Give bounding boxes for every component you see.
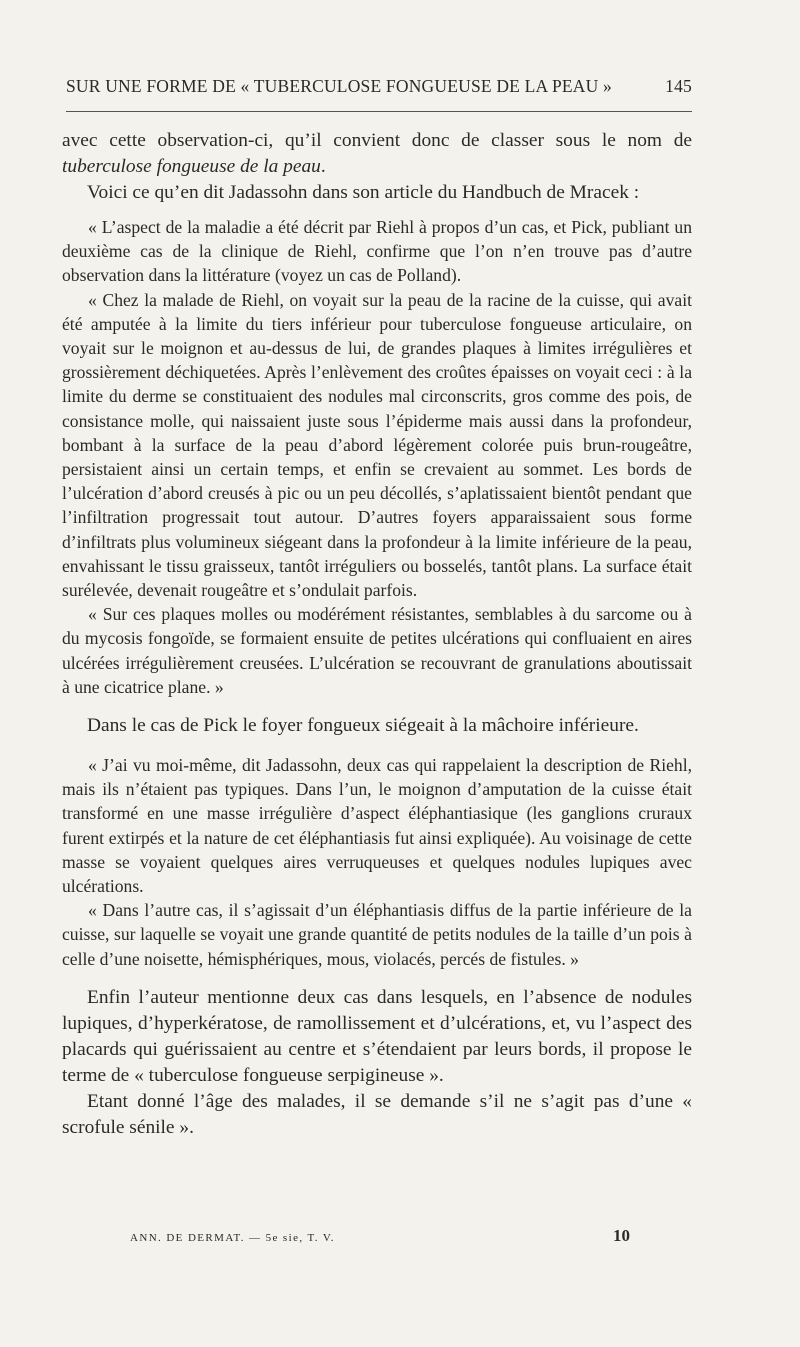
running-title: SUR UNE FORME DE « TUBERCULOSE FONGUEUSE DE LA PEAU » (66, 76, 613, 96)
paragraph: Enfin l’auteur mentionne deux cas dans lesquels, en l’absence de nodules lupiques, d’hyperkératose, de ramollissement et d’ulcérations, et, vu l’aspect des placards qui guérissaient au centre et s’étendaient par leurs bords, il propose le terme de « tuberculose fongueuse serpigineuse ». (62, 986, 692, 1086)
paragraph: Dans le cas de Pick le foyer fongueux siégeait à la mâchoire inférieure. (87, 715, 639, 737)
paragraph: Voici ce qu’en dit Jadassohn dans son article du Handbuch de Mracek : (87, 182, 640, 203)
signature-mark: ANN. DE DERMAT. — 5e sie, T. V. (130, 1232, 335, 1244)
sheet-number: 10 (613, 1226, 630, 1245)
running-header (66, 76, 692, 112)
quote-paragraph: « J’ai vu moi-même, dit Jadassohn, deux cas qui rappelaient la description de Riehl, mais ils n’étaient pas typiques. Dans l’un, le moignon d’amputation de la cuisse était transformé en une masse irrégulière d’aspect éléphantiasique (les ganglions cruraux furent extirpés et la nature de cet éléphantiasis fut ainsi expliquée). Au voisinage de cette masse se voyaient quelques aires verruqueuses et quelques nodules lupiques avec ulcérations. (62, 755, 692, 897)
body-text (62, 128, 692, 1141)
quote-paragraph: « L’aspect de la maladie a été décrit par Riehl à propos d’un cas, et Pick, publiant un deuxième cas de la clinique de Riehl, confirme que l’on n’en trouve pas d’autre observation dans la littérature (voyez un cas de Polland). (62, 217, 692, 286)
paragraph: Etant donné l’âge des malades, il se demande s’il ne s’agit pas d’une « scrofule sénile ». (62, 1090, 692, 1138)
page-footer (130, 1226, 630, 1246)
quote-paragraph: « Chez la malade de Riehl, on voyait sur la peau de la racine de la cuisse, qui avait été amputée à la limite du tiers inférieur pour tuberculose fongueuse articulaire, on voyait sur le moignon et au-dessus de lui, de grandes plaques à limites irrégulières et grossièrement déchiquetées. Après l’enlèvement des croûtes épaisses on voyait ceci : à la limite du derme se constituaient des nodules mal circonscrits, gros comme des pois, de consistance molle, qui naissaient juste sous l’épiderme mais aussi dans la profondeur, bombant à la surface de la peau d’abord légèrement colorée puis brun-rougeâtre, persistaient ainsi un certain temps, et enfin se crevaient au sommet. Les bords de l’ulcération d’abord creusés à pic ou un peu décollés, s’aplatissaient bientôt pendant que l’infiltration progressait tout autour. D’autres foyers apparaissaient sous forme d’infiltrats plus volumineux siégeant dans la profondeur à la limite inférieure de la peau, envahissant le tissu graisseux, tantôt irréguliers ou bosselés, tantôt plans. La surface était surélevée, devenait rougeâtre et s’ondulait parfois. (62, 289, 692, 601)
italic-term: tuberculose fongueuse de la peau (62, 156, 321, 177)
quote-paragraph: « Sur ces plaques molles ou modérément résistantes, semblables à du sarcome ou à du mycosis fongoïde, se formaient ensuite de petites ulcérations qui confluaient en aires ulcérées irrégulièrement creusées. L’ulcération se recouvrant de granulations aboutissait à une cicatrice plane. » (62, 604, 692, 697)
quote-paragraph: « Dans l’autre cas, il s’agissait d’un éléphantiasis diffus de la partie inférieure de la cuisse, sur laquelle se voyait une grande quantité de petits nodules de la taille d’un pois à celle d’une noisette, hémisphériques, mous, violacés, percés de fistules. » (62, 900, 692, 969)
paragraph: avec cette observation-ci, qu’il convient donc de classer sous le nom de tuberculose fongueuse de la peau. (62, 130, 692, 177)
page-number: 145 (665, 76, 692, 96)
